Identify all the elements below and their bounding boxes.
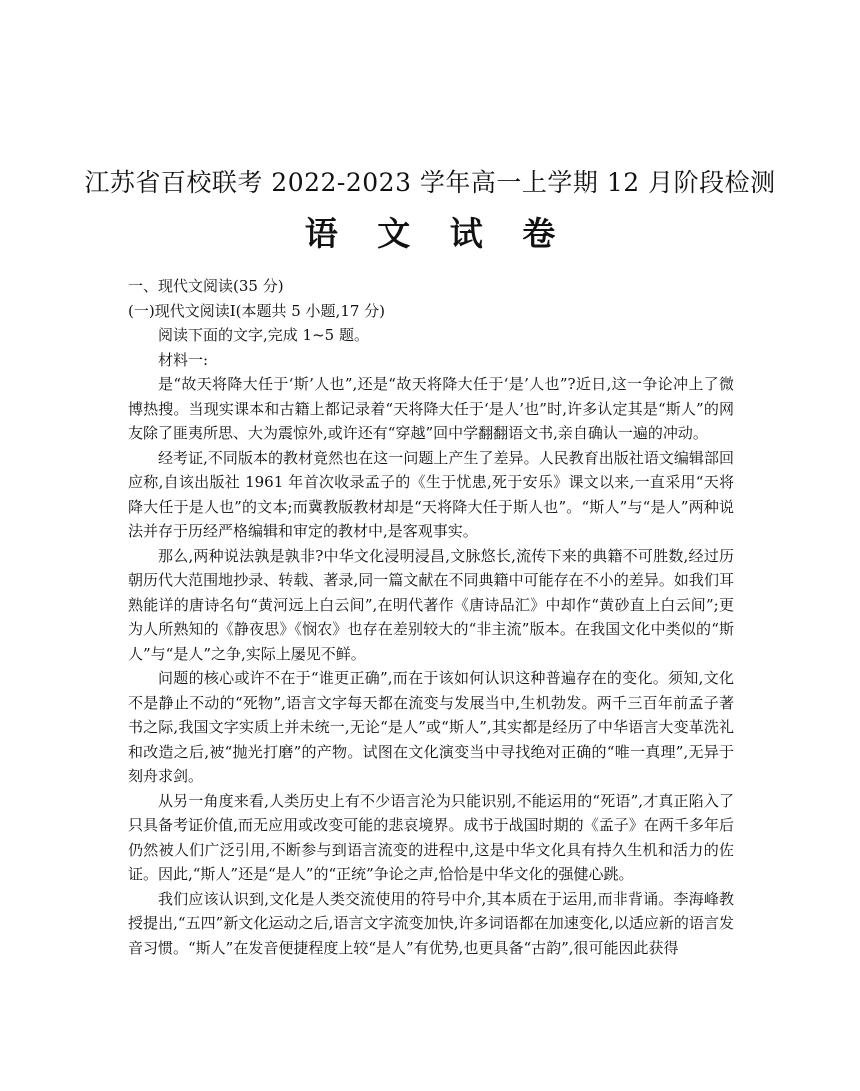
- exam-title: 江苏省百校联考 2022-2023 学年高一上学期 12 月阶段检测: [84, 168, 776, 197]
- paragraph-3: 那么,两种说法孰是孰非?中华文化浸明浸昌,文脉悠长,流传下来的典籍不可胜数,经过历朝历代大范围地抄录、转载、著录,同一篇文献在不同典籍中可能存在不小的差异。如我们耳熟能详的唐诗名句“黄河远上白云间”,在明代著作《唐诗品汇》中却作“黄砂直上白云间”;更为人所熟知的《静夜思》《悯农》也存在差别较大的“非主流”版本。在我国文化中类似的“斯人”与“是人”之争,实际上屡见不鲜。: [128, 546, 734, 663]
- material-label: 材料一:: [158, 350, 209, 369]
- paragraph-2: 经考证,不同版本的教材竟然也在这一问题上产生了差异。人民教育出版社语文编辑部回应称,自该出版社 1961 年首次收录孟子的《生于忧患,死于安乐》课文以来,一直采用“天将降大任于是人也”的文本;而冀教版教材却是“天将降大任于斯人也”。“斯人”与“是人”两种说法并存于历经严格编辑和审定的教材中,是客观事实。: [128, 448, 734, 540]
- paragraph-1: 是“故天将降大任于‘斯’人也”,还是“故天将降大任于‘是’人也”?近日,这一争论冲上了微博热搜。当现实课本和古籍上都记录着“天将降大任于‘是人’也”时,许多认定其是“斯人”的网友除了匪夷所思、大为震惊外,或许还有“穿越”回中学翻翻语文书,亲自确认一遍的冲动。: [128, 375, 734, 442]
- exam-subtitle: 语 文 试 卷: [304, 214, 570, 253]
- paragraph-5: 从另一角度来看,人类历史上有不少语言沦为只能识别,不能运用的“死语”,才真正陷入了只具备考证价值,而无应用或改变可能的悲哀境界。成书于战国时期的《孟子》在两千多年后仍然被人们广泛引用,不断参与到语言流变的进程中,这是中华文化具有持久生机和活力的佐证。因此,“斯人”还是“是人”的“正统”争论之声,恰恰是中华文化的强健心跳。: [128, 791, 734, 883]
- reading-instruction: 阅读下面的文字,完成 1~5 题。: [158, 326, 369, 344]
- paragraph-6: 我们应该认识到,文化是人类交流使用的符号中介,其本质在于运用,而非背诵。李海峰教授提出,“五四”新文化运动之后,语言文字流变加快,许多词语都在加速变化,以适应新的语言发音习惯。“斯人”在发音便捷程度上较“是人”有优势,也更具备“古韵”,很可能因此获得: [128, 889, 734, 957]
- section-heading: 一、现代文阅读(35 分): [128, 277, 284, 295]
- paragraph-4: 问题的核心或许不在于“谁更正确”,而在于该如何认识这种普遍存在的变化。须知,文化不是静止不动的“死物”,语言文字每天都在流变与发展当中,生机勃发。两千三百年前孟子著书之际,我国文字实质上并未统一,无论“是人”或“斯人”,其实都是经历了中华语言大变革洗礼和改造之后,被“抛光打磨”的产物。试图在文化演变当中寻找绝对正确的“唯一真理”,无异于刻舟求剑。: [128, 669, 734, 785]
- exam-content: [128, 274, 734, 960]
- section-subheading: (一)现代文阅读Ⅰ(本题共 5 小题,17 分): [128, 301, 386, 320]
